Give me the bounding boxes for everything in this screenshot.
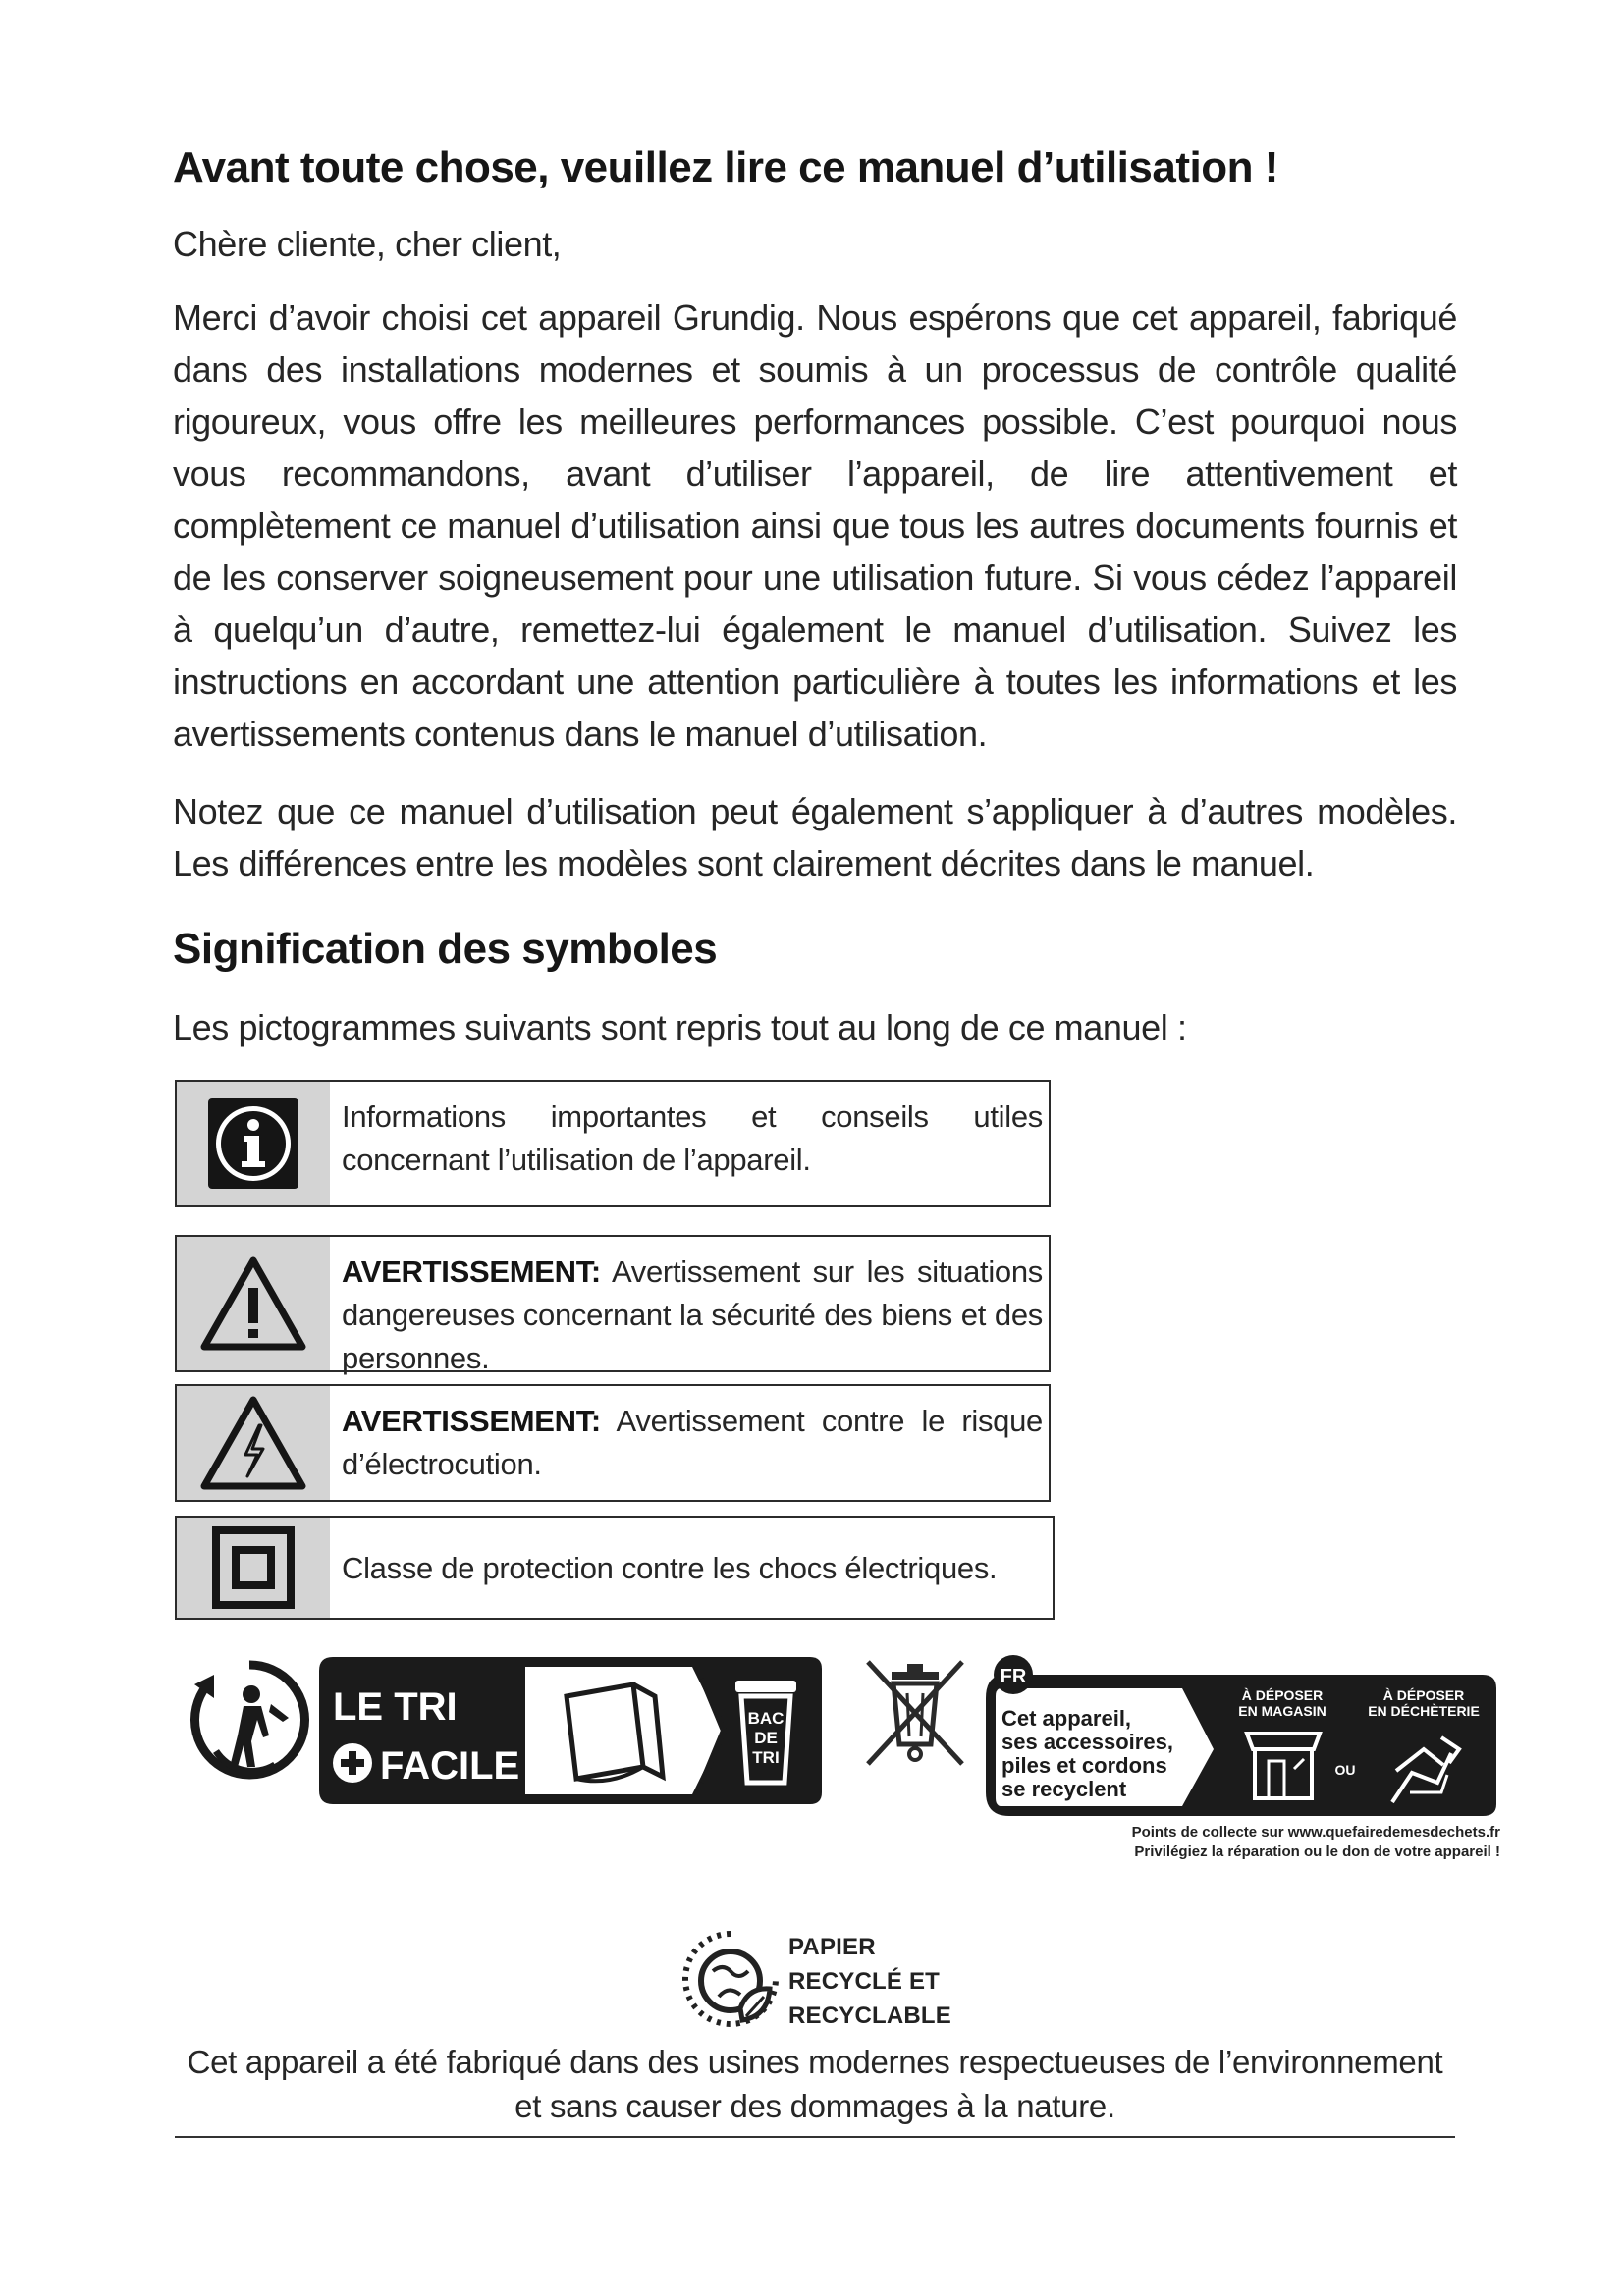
fr-text-line4: se recyclent (1001, 1777, 1127, 1801)
bin-line2: DE (754, 1729, 778, 1747)
symbol-text: Avertissement sur les situations dangereuses concernant la sécurité des biens et des personnes. (342, 1255, 1044, 1375)
symbol-description (342, 1095, 1043, 1182)
symbol-text: Avertissement contre le risque d’électrocution. (342, 1404, 1043, 1481)
dump-line2: EN DÉCHÈTERIE (1368, 1703, 1480, 1719)
crossed-bin-icon (856, 1654, 974, 1777)
symbol-label: AVERTISSEMENT: (342, 1255, 601, 1289)
greeting: Chère cliente, cher client, (173, 224, 562, 264)
collection-line2: Privilégiez la réparation ou le don de votre appareil ! (1134, 1843, 1500, 1860)
triman-icon (187, 1657, 312, 1788)
bin-line3: TRI (752, 1748, 780, 1767)
paper-line2: RECYCLÉ ET (788, 1968, 941, 1995)
symbol-label: AVERTISSEMENT: (342, 1404, 601, 1438)
warning-icon (177, 1237, 330, 1370)
fr-text-line1: Cet appareil, (1001, 1706, 1132, 1731)
electric-shock-icon (177, 1386, 330, 1500)
symbol-row-info (175, 1080, 1051, 1207)
symbol-text: Informations importantes et conseils utiles concernant l’utilisation de l’appareil. (342, 1099, 1043, 1177)
footer-divider (175, 2136, 1455, 2138)
sorting-info-band (319, 1657, 822, 1804)
symbol-text: Classe de protection contre les chocs électriques. (342, 1551, 998, 1585)
fr-text-line2: ses accessoires, (1001, 1730, 1173, 1754)
triman-line1: LE TRI (333, 1685, 458, 1729)
collection-points-note (1132, 1823, 1500, 1862)
info-icon (177, 1082, 330, 1205)
symbol-description (342, 1547, 1047, 1590)
recycled-paper-label (788, 1930, 951, 2033)
paper-line1: PAPIER (788, 1934, 876, 1960)
environment-statement: Cet appareil a été fabriqué dans des usines modernes respectueuses de l’environnement et sans causer des dommages à la nature. (187, 2044, 1443, 2124)
store-line2: EN MAGASIN (1238, 1703, 1326, 1719)
dump-line1: À DÉPOSER (1382, 1687, 1465, 1703)
triman-line2: FACILE (380, 1744, 520, 1788)
page-title: Avant toute chose, veuillez lire ce manuel d’utilisation ! (173, 143, 1278, 191)
symbols-intro: Les pictogrammes suivants sont repris tout au long de ce manuel : (173, 1007, 1187, 1047)
symbol-description (342, 1400, 1043, 1486)
collection-line1: Points de collecte sur www.quefairedemesdechets.fr (1131, 1824, 1500, 1841)
models-paragraph: Notez que ce manuel d’utilisation peut également s’appliquer à d’autres modèles. Les différences entre les modèles sont clairement décrites dans le manuel. (173, 791, 1457, 883)
paper-line3: RECYCLABLE (788, 2002, 952, 2029)
protection-class-icon (177, 1518, 330, 1618)
recycled-paper-icon (679, 1926, 782, 2039)
country-badge: FR (1000, 1666, 1027, 1687)
bin-line1: BAC (747, 1709, 785, 1728)
symbol-row-electric (175, 1384, 1051, 1502)
symbol-row-warning (175, 1235, 1051, 1375)
intro-paragraph: Merci d’avoir choisi cet appareil Grundig. Nous espérons que cet appareil, fabriqué dans des installations modernes et soumis à un processus de contrôle qualité rigoureux, vous offre les meilleures performances possible. C’est pourquoi nous vous recommandons, avant d’utiliser l’appareil, de lire attentivement et complètement ce manuel d’utilisation ainsi que tous les autres documents fournis et de les conserver soigneusement pour une utilisation future. Si vous cédez l’appareil à quelqu’un d’autre, remettez-lui également le manuel d’utilisation. Suivez les instructions en accordant une attention particulière à toutes les informations et les avertissements contenus dans le manuel d’utilisation. (173, 297, 1457, 754)
symbol-row-protection-class (175, 1516, 1055, 1620)
fr-recycling-band (980, 1655, 1500, 1820)
symbols-heading: Signification des symboles (173, 925, 718, 973)
or-label: OU (1334, 1762, 1356, 1778)
store-line1: À DÉPOSER (1241, 1687, 1324, 1703)
symbol-description (342, 1251, 1043, 1380)
fr-text-line3: piles et cordons (1001, 1753, 1167, 1778)
